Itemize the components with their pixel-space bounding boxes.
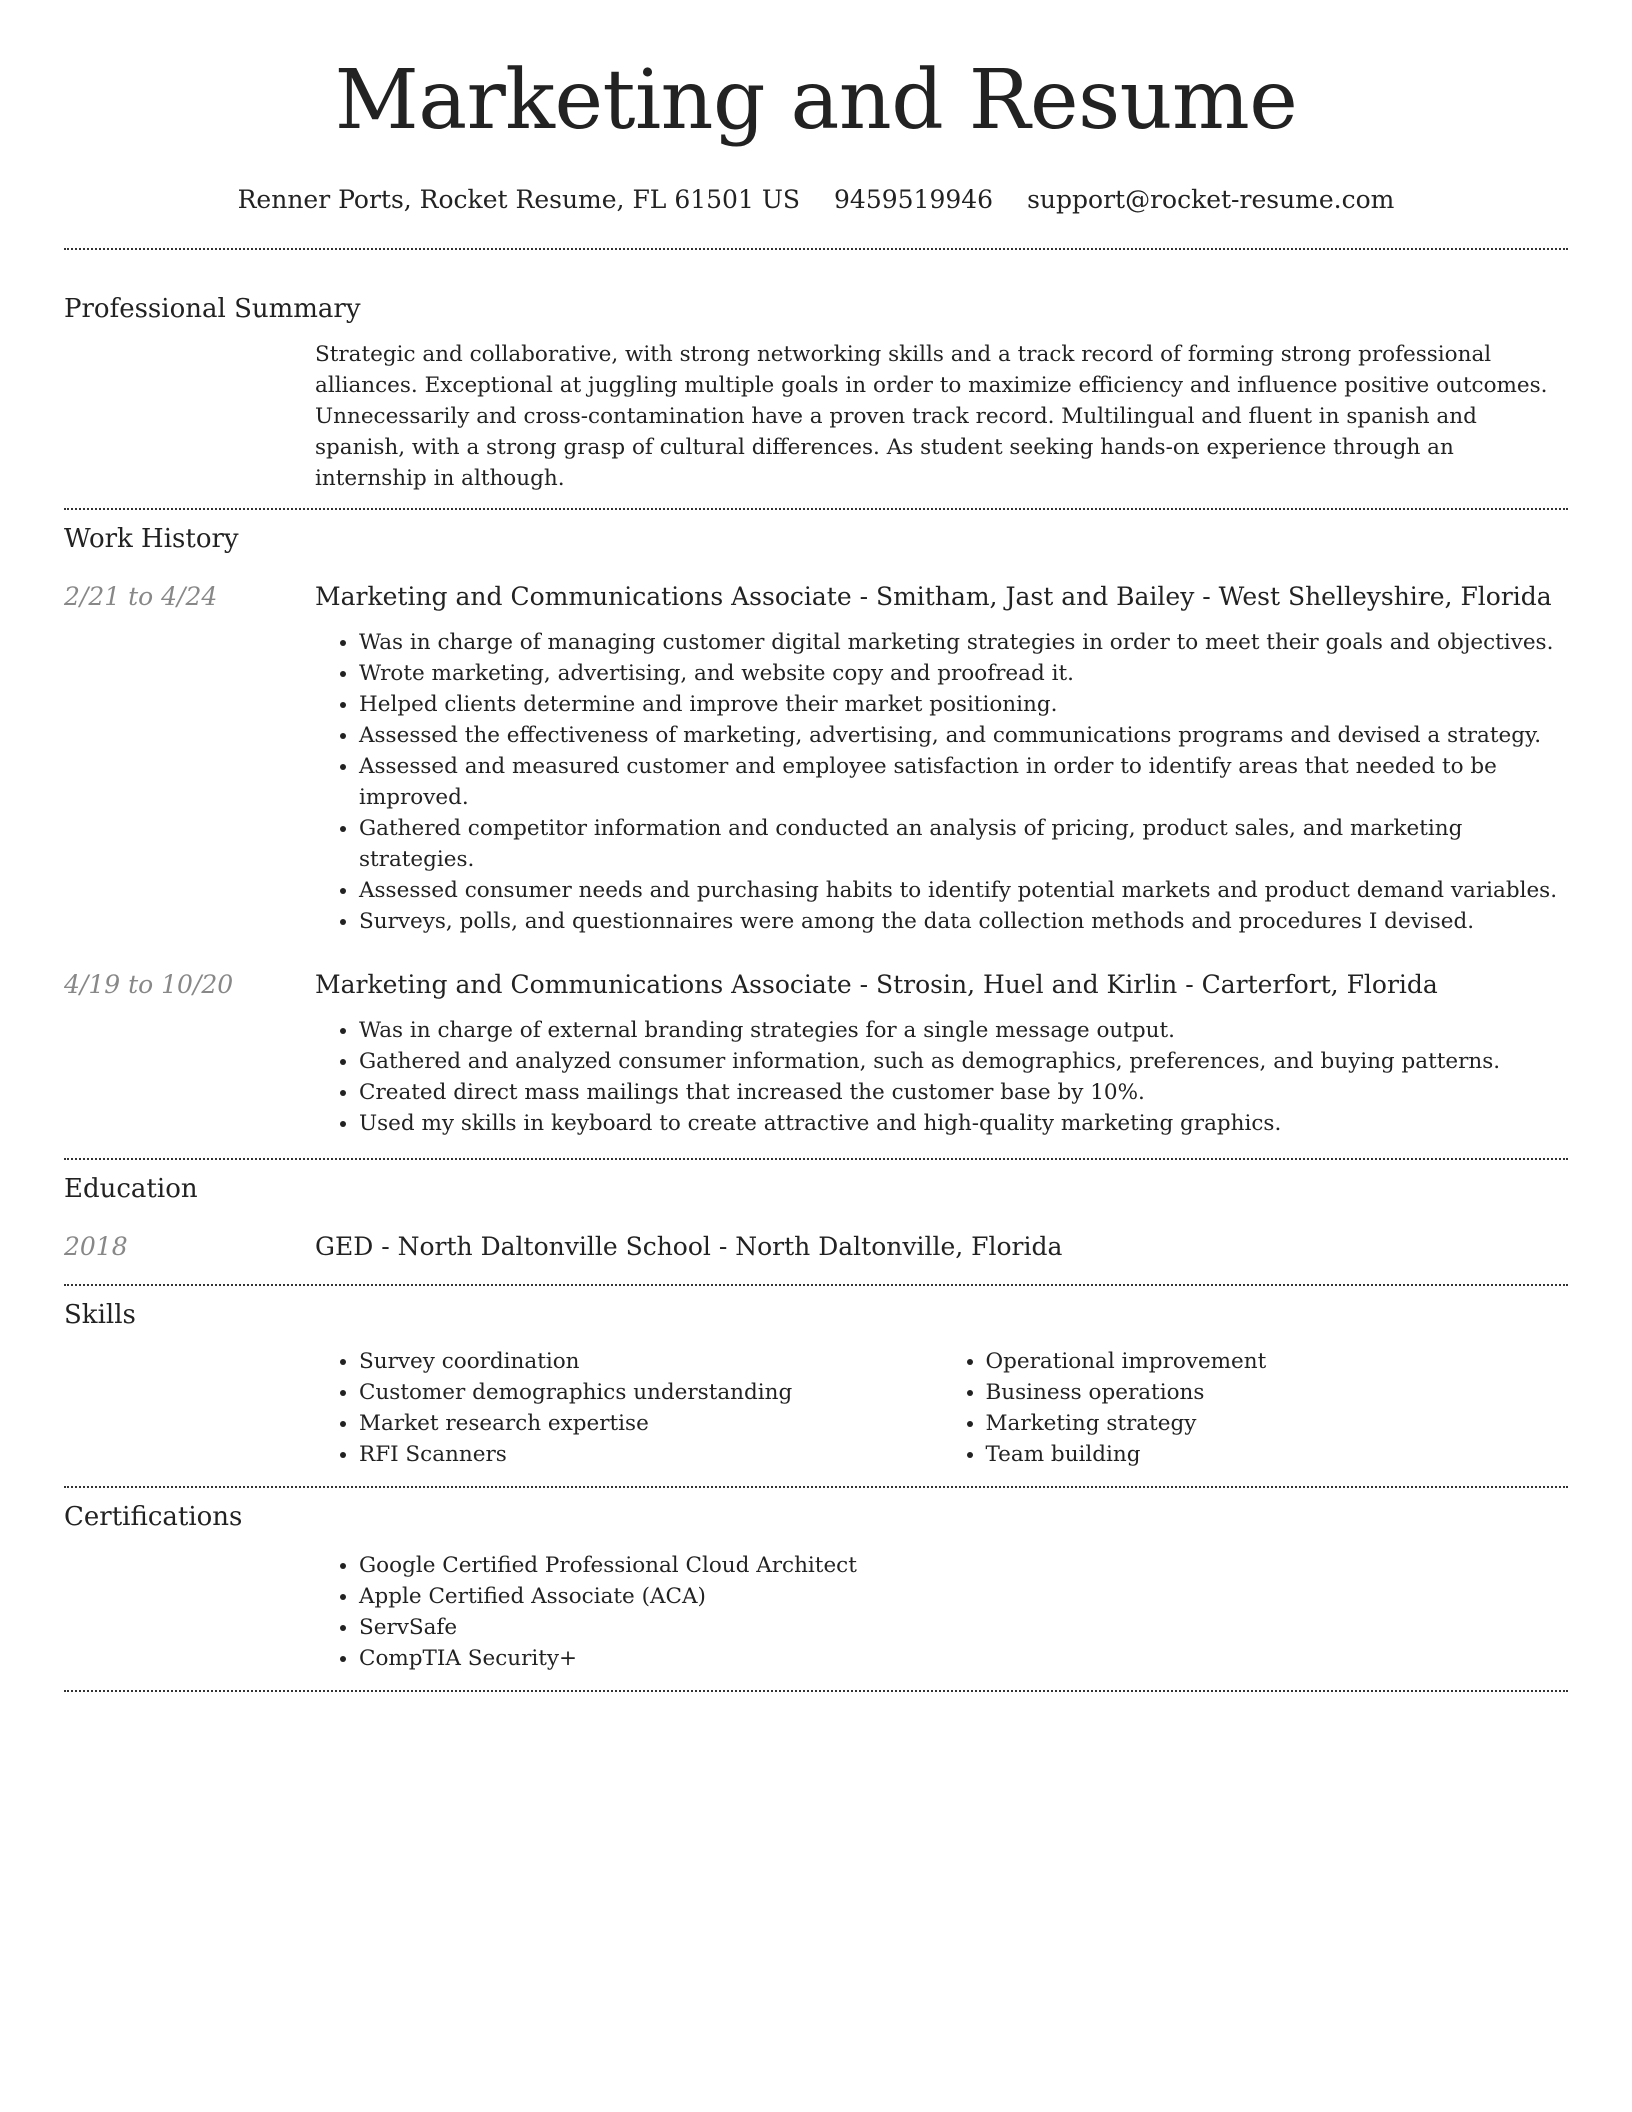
list-item: • Used my skills in keyboard to create attractive and high-quality marketing graphics. bbox=[359, 1108, 1568, 1139]
summary-text: Strategic and collaborative, with strong networking skills and a track record of forming strong professional alliances. Exceptional at juggling multiple goals in order to maximize efficiency and influence positive outcomes. Unnecessarily and cross-contamination have a proven track record. Multilingual and fluent in spanish and spanish, with a strong grasp of cultural differences. As student seeking hands-on experience through an internship in although. bbox=[315, 342, 1548, 491]
education-entry bbox=[64, 1230, 1568, 1264]
list-item: • Marketing strategy bbox=[986, 1408, 1569, 1439]
divider bbox=[64, 1690, 1568, 1692]
list-item: • Assessed and measured customer and employee satisfaction in order to identify areas that needed to be improved. bbox=[359, 751, 1568, 813]
contact-address: Renner Ports, Rocket Resume, FL 61501 US bbox=[237, 185, 801, 214]
skills-right-list bbox=[942, 1346, 1569, 1470]
list-item: • Customer demographics understanding bbox=[359, 1377, 942, 1408]
job-title: Marketing and Communications Associate - Strosin, Huel and Kirlin - Carterfort, Florida bbox=[315, 970, 1438, 999]
list-item: • Business operations bbox=[986, 1377, 1569, 1408]
education-dates: 2018 bbox=[64, 1232, 128, 1261]
education-heading: Education bbox=[64, 1174, 198, 1204]
list-item: • Assessed the effectiveness of marketing, advertising, and communications programs and devised a strategy. bbox=[359, 720, 1568, 751]
certifications-heading: Certifications bbox=[64, 1502, 243, 1532]
divider bbox=[64, 1284, 1568, 1286]
job-dates: 2/21 to 4/24 bbox=[64, 582, 218, 611]
list-item: • Helped clients determine and improve their market positioning. bbox=[359, 689, 1568, 720]
skills-left-list bbox=[315, 1346, 942, 1470]
list-item: • Was in charge of external branding strategies for a single message output. bbox=[359, 1015, 1568, 1046]
list-item: • Survey coordination bbox=[359, 1346, 942, 1377]
education-title: GED - North Daltonville School - North Daltonville, Florida bbox=[315, 1232, 1063, 1261]
contact-phone: 9459519946 bbox=[834, 185, 994, 214]
contact-email: support@rocket-resume.com bbox=[1027, 185, 1395, 214]
list-item: • ServSafe bbox=[359, 1612, 1568, 1643]
skills-grid bbox=[315, 1346, 1568, 1470]
list-item: • Gathered and analyzed consumer information, such as demographics, preferences, and buying patterns. bbox=[359, 1046, 1568, 1077]
work-history-heading: Work History bbox=[64, 524, 239, 554]
summary-section bbox=[64, 292, 1568, 494]
list-item: • CompTIA Security+ bbox=[359, 1643, 1568, 1674]
list-item: • Operational improvement bbox=[986, 1346, 1569, 1377]
contact-line bbox=[64, 184, 1568, 216]
list-item: • Market research expertise bbox=[359, 1408, 942, 1439]
education-section bbox=[64, 1172, 1568, 1264]
divider bbox=[64, 1486, 1568, 1488]
list-item: • Team building bbox=[986, 1439, 1569, 1470]
certifications-list bbox=[315, 1550, 1568, 1674]
list-item: • Gathered competitor information and conducted an analysis of pricing, product sales, and marketing strategies. bbox=[359, 813, 1568, 875]
divider bbox=[64, 508, 1568, 510]
work-history-section bbox=[64, 522, 1568, 1139]
list-item: • Wrote marketing, advertising, and website copy and proofread it. bbox=[359, 658, 1568, 689]
job-title: Marketing and Communications Associate - Smitham, Jast and Bailey - West Shelleyshire, Florida bbox=[315, 582, 1552, 611]
job-bullets bbox=[315, 1015, 1568, 1139]
job-entry bbox=[64, 580, 1568, 937]
list-item: • Created direct mass mailings that increased the customer base by 10%. bbox=[359, 1077, 1568, 1108]
divider bbox=[64, 1158, 1568, 1160]
list-item: • RFI Scanners bbox=[359, 1439, 942, 1470]
list-item: • Google Certified Professional Cloud Architect bbox=[359, 1550, 1568, 1581]
list-item: • Surveys, polls, and questionnaires were among the data collection methods and procedures I devised. bbox=[359, 906, 1568, 937]
job-entry bbox=[64, 968, 1568, 1139]
summary-heading: Professional Summary bbox=[64, 294, 361, 324]
skills-section bbox=[64, 1298, 1568, 1470]
divider bbox=[64, 248, 1568, 250]
job-dates: 4/19 to 10/20 bbox=[64, 970, 234, 999]
list-item: • Assessed consumer needs and purchasing habits to identify potential markets and product demand variables. bbox=[359, 875, 1568, 906]
list-item: • Was in charge of managing customer digital marketing strategies in order to meet their goals and objectives. bbox=[359, 627, 1568, 658]
resume-name: Marketing and Resume bbox=[334, 53, 1298, 148]
job-bullets bbox=[315, 627, 1568, 937]
list-item: • Apple Certified Associate (ACA) bbox=[359, 1581, 1568, 1612]
resume-page bbox=[64, 0, 1568, 1692]
certifications-section bbox=[64, 1500, 1568, 1674]
skills-heading: Skills bbox=[64, 1300, 136, 1330]
